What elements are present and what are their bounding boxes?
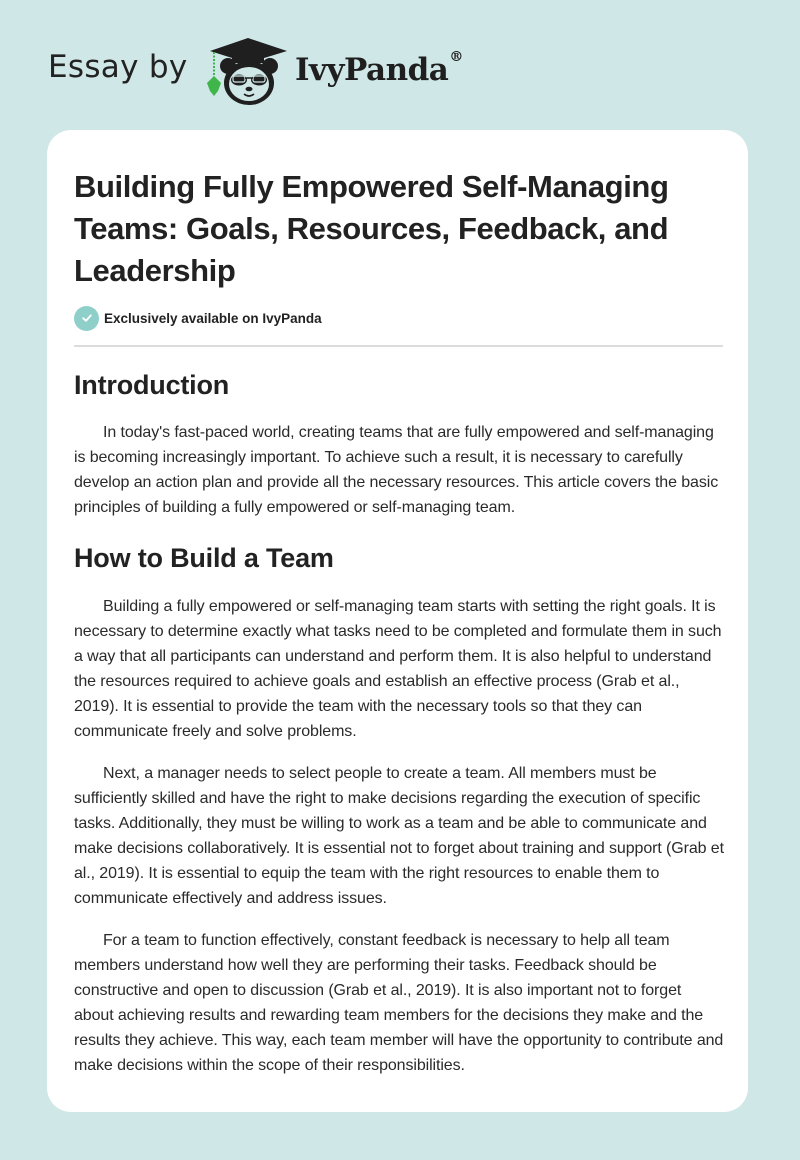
site-header [0,0,800,130]
panda-graduation-cap-icon[interactable] [202,36,292,108]
article-body [74,366,724,1078]
section-how-to-build-a-team [74,539,724,1078]
check-circle-icon [74,306,99,331]
essay-by-label: Essay by [48,49,188,85]
article-card [47,130,748,1112]
section-heading: How to Build a Team [74,543,334,573]
title-divider [74,345,723,347]
paragraph: In today's fast-paced world, creating teams that are fully empowered and self-managing is becoming increasingly important. To achieve such a result, it is necessary to carefully develop an action plan and provide all the necessary resources. This article covers the basic principles of building a fully empowered or self-managing team. [74,424,719,516]
section-heading: Introduction [74,370,230,400]
article-title: Building Fully Empowered Self-Managing Teams: Goals, Resources, Feedback, and Leadership [74,169,669,288]
brand-label: IvyPanda [295,52,449,88]
brand-name[interactable] [295,48,463,88]
registered-mark: ® [449,48,463,65]
section-introduction [74,366,724,520]
paragraph: For a team to function effectively, constant feedback is necessary to help all team members understand how well they are performing their tasks. Feedback should be constructive and open to discussion (Grab et al., 2019). It is also important not to forget about achieving results and rewarding team members for the decisions they make and the results they achieve. This way, each team member will have the opportunity to contribute and make decisions within the scope of their responsibilities. [74,932,724,1074]
exclusive-label: Exclusively available on IvyPanda [104,310,322,326]
paragraph: Building a fully empowered or self-managing team starts with setting the right goals. It is necessary to determine exactly what tasks need to be completed and formulate them in such a way that all participants can understand and perform them. It is also helpful to understand the resources required to achieve goals and establish an effective process (Grab et al., 2019). It is essential to provide the team with the necessary tools so that they can communicate freely and solve problems. [74,598,722,740]
paragraph: Next, a manager needs to select people to create a team. All members must be sufficiently skilled and have the right to make decisions regarding the execution of specific tasks. Additionally, they must be willing to work as a team and be able to communicate and make decisions collaboratively. It is essential not to forget about training and support (Grab et al., 2019). It is essential to equip the team with the right resources to enable them to communicate effectively and address issues. [74,765,724,907]
exclusive-badge [74,305,322,331]
